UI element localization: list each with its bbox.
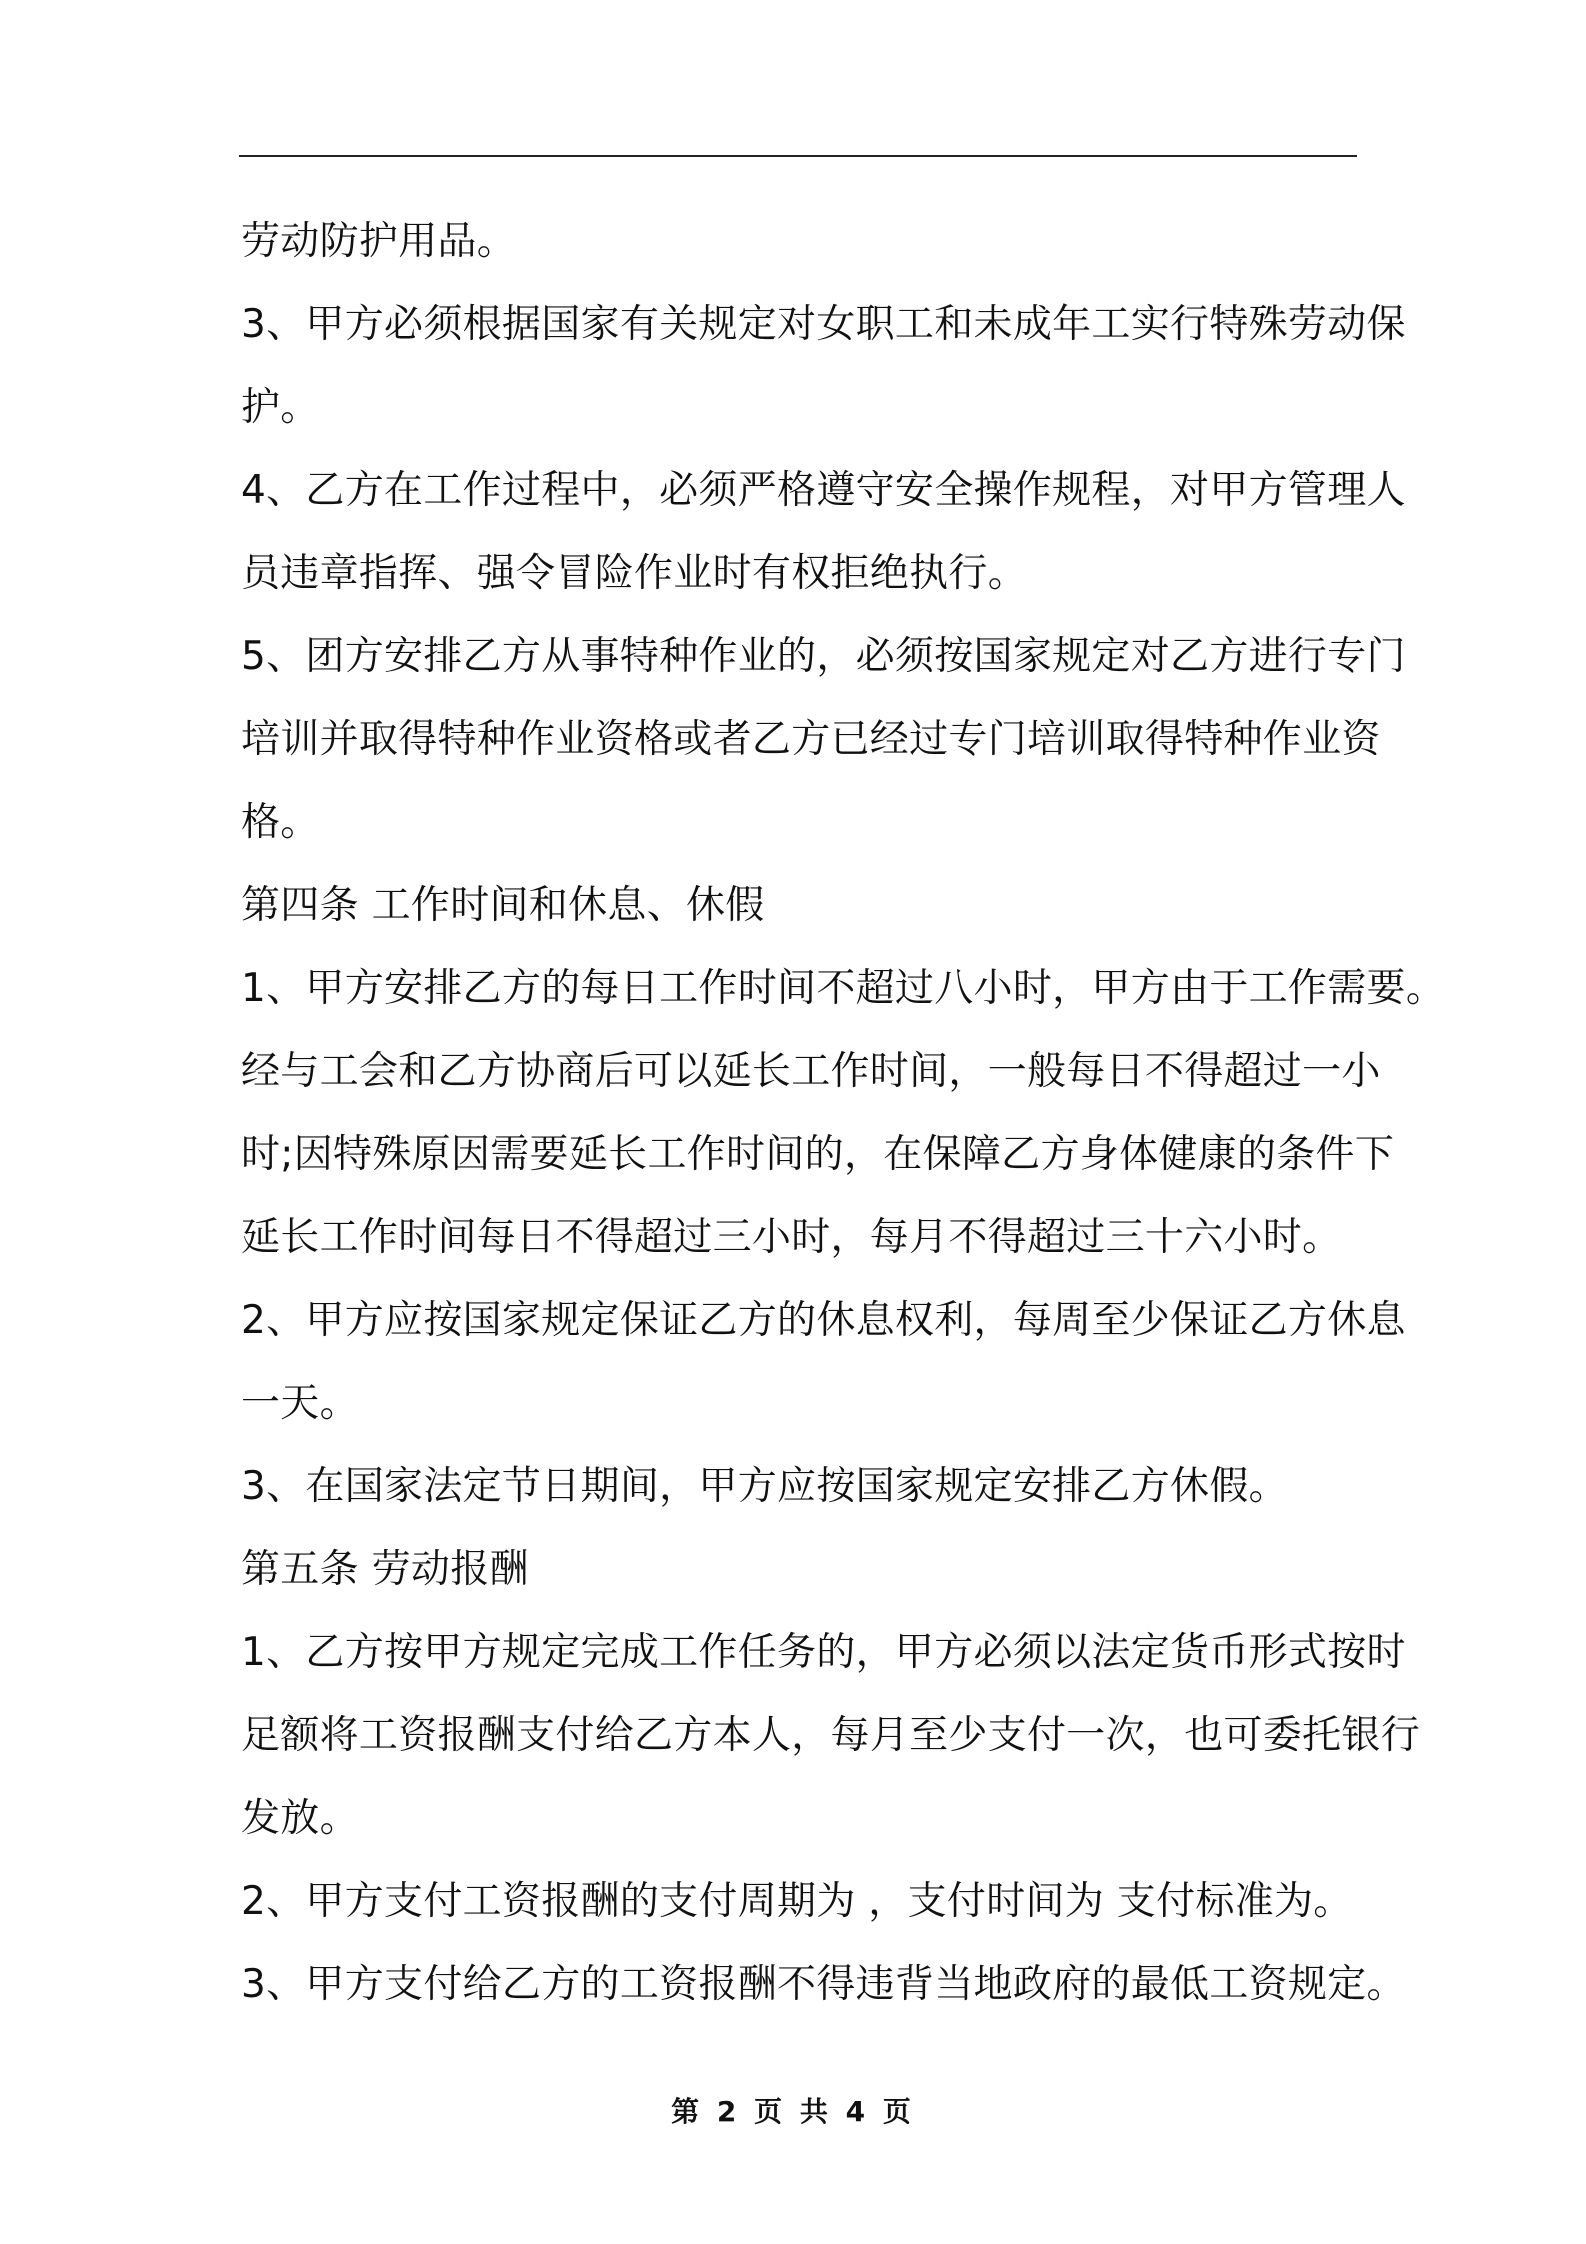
text-line: 3、甲方必须根据国家有关规定对女职工和未成年工实行特殊劳动保	[241, 302, 1406, 347]
text-line: 3、甲方支付给乙方的工资报酬不得违背当地政府的最低工资规定。	[241, 1962, 1406, 2007]
text-line: 培训并取得特种作业资格或者乙方已经过专门培训取得特种作业资	[241, 717, 1381, 762]
text-line: 护。	[241, 385, 320, 430]
text-line: 劳动防护用品。	[241, 219, 517, 264]
document-body	[241, 200, 1446, 2026]
text-line: 2、甲方支付工资报酬的支付周期为 ，支付时间为 支付标准为。	[241, 1879, 1353, 1924]
text-line: 格。	[241, 800, 320, 845]
section-heading: 第四条 工作时间和休息、休假	[241, 883, 765, 928]
text-line: 2、甲方应按国家规定保证乙方的休息权利，每周至少保证乙方休息	[241, 1298, 1406, 1343]
text-line: 3、在国家法定节日期间，甲方应按国家规定安排乙方休假。	[241, 1464, 1288, 1509]
section-heading: 第五条 劳动报酬	[241, 1547, 529, 1592]
text-line: 时;因特殊原因需要延长工作时间的，在保障乙方身体健康的条件下	[241, 1132, 1395, 1177]
text-line: 经与工会和乙方协商后可以延长工作时间，一般每日不得超过一小	[241, 1049, 1381, 1094]
text-line: 员违章指挥、强令冒险作业时有权拒绝执行。	[241, 551, 1028, 596]
text-line: 一天。	[241, 1381, 359, 1426]
text-line: 发放。	[241, 1796, 359, 1841]
text-line: 5、团方安排乙方从事特种作业的，必须按国家规定对乙方进行专门	[241, 634, 1406, 679]
text-line: 4、乙方在工作过程中，必须严格遵守安全操作规程，对甲方管理人	[241, 468, 1406, 513]
text-line: 足额将工资报酬支付给乙方本人，每月至少支付一次，也可委托银行	[241, 1713, 1421, 1758]
text-line: 1、乙方按甲方规定完成工作任务的，甲方必须以法定货币形式按时	[241, 1630, 1406, 1675]
text-line: 延长工作时间每日不得超过三小时，每月不得超过三十六小时。	[241, 1215, 1342, 1260]
text-line: 1、甲方安排乙方的每日工作时间不超过八小时，甲方由于工作需要。	[241, 966, 1446, 1011]
page-number-footer: 第 2 页 共 4 页	[671, 2095, 915, 2128]
header-rule	[239, 155, 1357, 157]
